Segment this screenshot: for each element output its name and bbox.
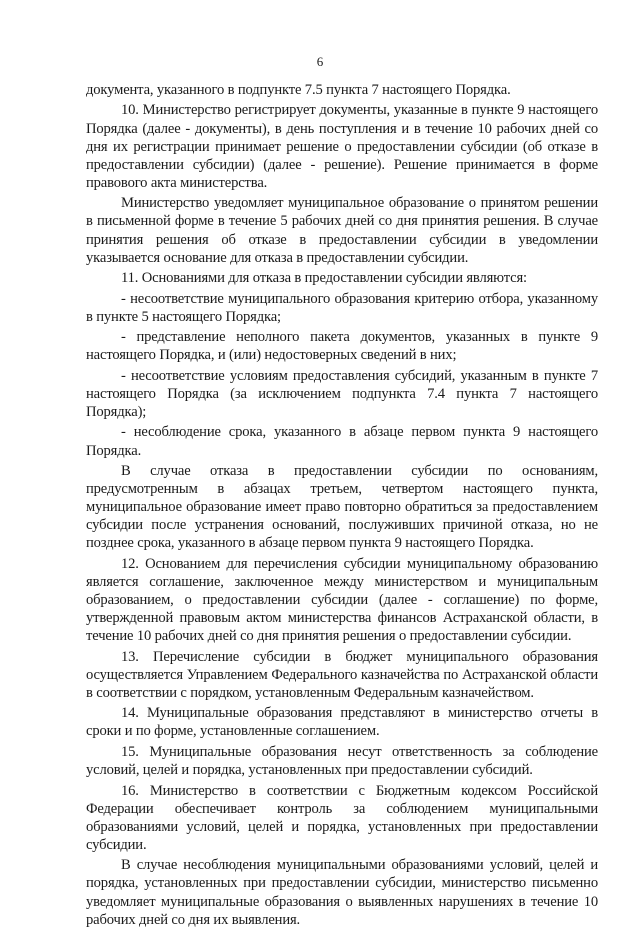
paragraph-11-refusal: В случае отказа в предоставлении субсидии по основаниям, предусмотренным в абзацах третьем, четвертом настоящего пункта, муниципальное образование имеет право повторно обратиться за предоставлением субсидии после устранения оснований, послуживших причиной отказа, но не позднее срока, указанного в абзаце первом пункта 9 настоящего Порядка. xyxy=(86,463,598,552)
paragraph-10-notice: Министерство уведомляет муниципальное образование о принятом решении в письменной форме в течение 5 рабочих дней со дня принятия решения. В случае принятия решения об отказе в предоставлении субсидии в уведомлении указывается основание для отказа в предоставлении субсидии. xyxy=(86,195,598,266)
document-body xyxy=(86,81,598,931)
paragraph-11-item-a: - несоответствие муниципального образования критерию отбора, указанному в пункте 5 настоящего Порядка; xyxy=(86,290,598,325)
page-number: 6 xyxy=(316,54,324,69)
paragraph-14: 14. Муниципальные образования представляют в министерство отчеты в сроки и по форме, установленные соглашением. xyxy=(86,705,598,740)
paragraph-continuation: документа, указанного в подпункте 7.5 пункта 7 настоящего Порядка. xyxy=(86,82,511,98)
paragraph-12: 12. Основанием для перечисления субсидии муниципальному образованию является соглашение, заключенное между министерством и муниципальным образованием, о предоставлении субсидии (далее - соглашение) по форме, утвержденной правовым актом министерства финансов Астраханской области, в течение 10 рабочих дней со дня принятия решения о предоставлении субсидии. xyxy=(86,555,598,645)
paragraph-11-item-d: - несоблюдение срока, указанного в абзаце первом пункта 9 настоящего Порядка. xyxy=(86,424,598,459)
paragraph-16: 16. Министерство в соответствии с Бюджетным кодексом Российской Федерации обеспечивает контроль за соблюдением муниципальными образованиями условий, целей и порядка, установленных при предоставлении субсидии. xyxy=(86,782,598,853)
paragraph-15: 15. Муниципальные образования несут ответственность за соблюдение условий, целей и порядка, установленных при предоставлении субсидий. xyxy=(86,743,598,779)
paragraph-16-notice: В случае несоблюдения муниципальными образованиями условий, целей и порядка, установленных при предоставлении субсидии, министерство письменно уведомляет муниципальные образования о выявленных нарушениях в течение 10 рабочих дней со дня их выявления. xyxy=(86,857,598,928)
paragraph-11-item-b: - представление неполного пакета документов, указанных в пункте 9 настоящего Порядка, и (или) недостоверных сведений в них; xyxy=(86,329,598,364)
paragraph-11-item-c: - несоответствие условиям предоставления субсидий, указанным в пункте 7 настоящего Порядка (за исключением подпункта 7.4 пункта 7 настоящего Порядка); xyxy=(86,367,598,420)
paragraph-11: 11. Основаниями для отказа в предоставлении субсидии являются: xyxy=(121,270,527,287)
paragraph-10: 10. Министерство регистрирует документы, указанные в пункте 9 настоящего Порядка (далее - документы), в день поступления и в течение 10 рабочих дней со дня их регистрации принимает решение о предоставлении субсидии (об отказе в предоставлении субсидии) (далее - решение). Решение принимается в форме правового акта министерства. xyxy=(86,102,598,191)
paragraph-13: 13. Перечисление субсидии в бюджет муниципального образования осуществляется Управлением Федерального казначейства по Астраханской области в соответствии с порядком, установленным Федеральным казначейством. xyxy=(86,648,598,701)
